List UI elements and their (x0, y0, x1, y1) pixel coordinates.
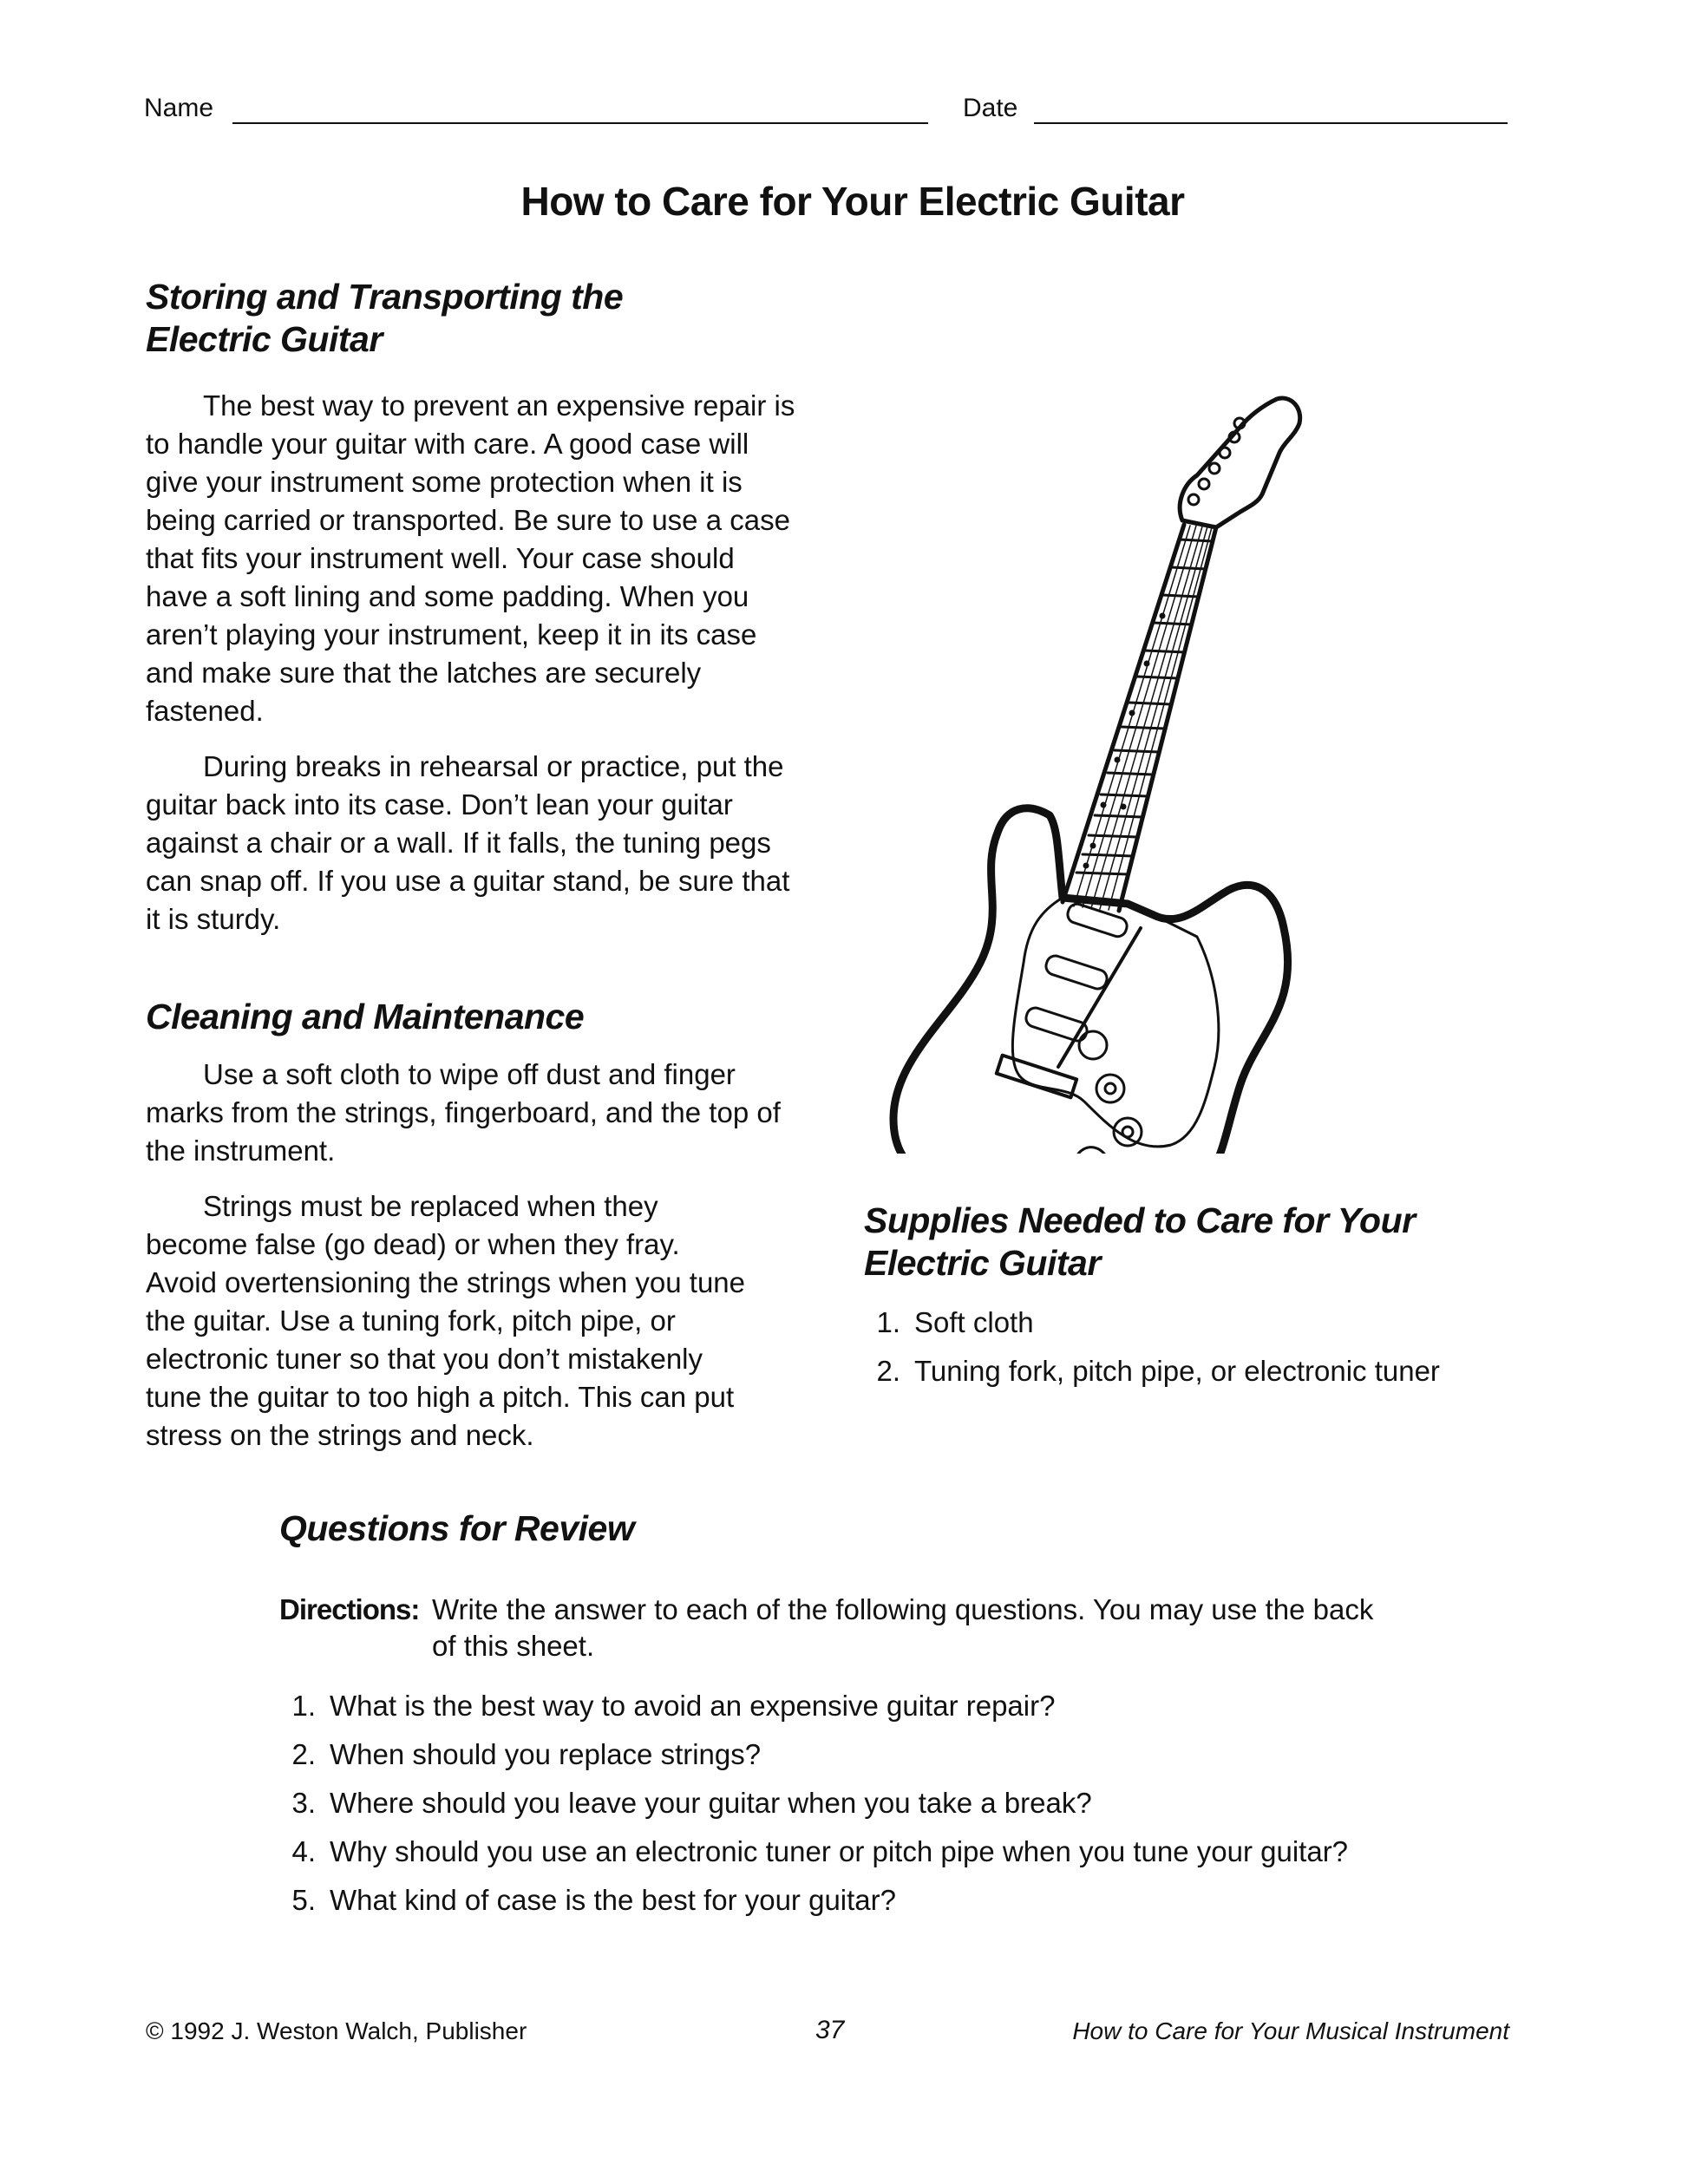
cleaning-heading: Cleaning and Maintenance (146, 997, 585, 1036)
footer-book-title: How to Care for Your Musical Instrument (1072, 2017, 1509, 2044)
question-text: What kind of case is the best for your guitar? (330, 1884, 896, 1916)
supplies-heading-line1: Supplies Needed to Care for Your (864, 1200, 1416, 1240)
electric-guitar-illustration-icon (876, 373, 1345, 1154)
storing-paragraph-2: During breaks in rehearsal or practice, put the guitar back into its case. Don’t lean your guitar against a chair or a wall. If it falls, the tuning pegs can snap off. If you use a guitar stand, be sure that it is sturdy. (146, 750, 790, 935)
supplies-list-item (864, 1352, 1558, 1390)
question-text: Why should you use an electronic tuner or pitch pipe when you tune your guitar? (330, 1835, 1349, 1867)
question-number: 4. (291, 1835, 316, 1867)
supplies-heading-line2: Electric Guitar (864, 1243, 1101, 1283)
date-label: Date (963, 94, 1018, 122)
supplies-section (864, 1200, 1558, 1390)
directions-label: Directions: (279, 1593, 420, 1625)
storing-heading-line2: Electric Guitar (146, 319, 383, 359)
question-number: 1. (291, 1690, 316, 1722)
name-field[interactable] (232, 122, 928, 124)
question-number: 3. (291, 1787, 316, 1819)
page-title: How to Care for Your Electric Guitar (520, 179, 1185, 224)
list-item-text: Tuning fork, pitch pipe, or electronic tuner (914, 1355, 1440, 1387)
question-item (279, 1687, 1390, 1725)
storing-section (146, 276, 822, 938)
storing-paragraph-1: The best way to prevent an expensive repair is to handle your guitar with care. A good case will give your instrument some protection when it is being carried or transported. Be sure to use a case that fits your instrument well. Your case should have a soft lining and some padding. When you aren’t playing your instrument, keep it in its case and make sure that the latches are securely fastened. (146, 389, 795, 727)
name-label: Name (144, 94, 214, 122)
supplies-list (864, 1304, 1558, 1390)
directions-text: Write the answer to each of the following questions. You may use the back of this sheet. (432, 1593, 1374, 1662)
supplies-list-item (864, 1304, 1558, 1342)
question-text: When should you replace strings? (330, 1738, 762, 1770)
question-item (279, 1881, 1390, 1919)
storing-heading (146, 276, 822, 361)
question-text: Where should you leave your guitar when you take a break? (330, 1787, 1092, 1819)
question-item (279, 1736, 1390, 1774)
list-item-number: 2. (876, 1355, 900, 1387)
storing-heading-line1: Storing and Transporting the (146, 277, 624, 317)
cleaning-paragraph-2: Strings must be replaced when they become false (go dead) or when they fray. Avoid overtensioning the strings when you tune the guitar. Use a tuning fork, pitch pipe, or electronic tuner so that you don’t mistakenly tune the guitar to too high a pitch. This can put stress on the strings and neck. (146, 1190, 746, 1451)
date-field[interactable] (1034, 122, 1508, 124)
cleaning-section (146, 996, 822, 1455)
review-questions-list (279, 1687, 1390, 1919)
question-number: 2. (291, 1738, 316, 1770)
directions (279, 1592, 1372, 1664)
footer-page-number: 37 (815, 2016, 845, 2044)
question-number: 5. (291, 1884, 316, 1916)
cleaning-paragraph-1: Use a soft cloth to wipe off dust and finger marks from the strings, fingerboard, and the top of the instrument. (146, 1058, 781, 1167)
review-heading: Questions for Review (279, 1508, 635, 1548)
question-item (279, 1833, 1390, 1871)
footer-copyright: © 1992 J. Weston Walch, Publisher (146, 2017, 527, 2044)
list-item-text: Soft cloth (914, 1306, 1034, 1338)
list-item-number: 1. (876, 1306, 900, 1338)
question-text: What is the best way to avoid an expensive guitar repair? (330, 1690, 1056, 1722)
supplies-heading (864, 1200, 1558, 1285)
question-item (279, 1784, 1390, 1822)
